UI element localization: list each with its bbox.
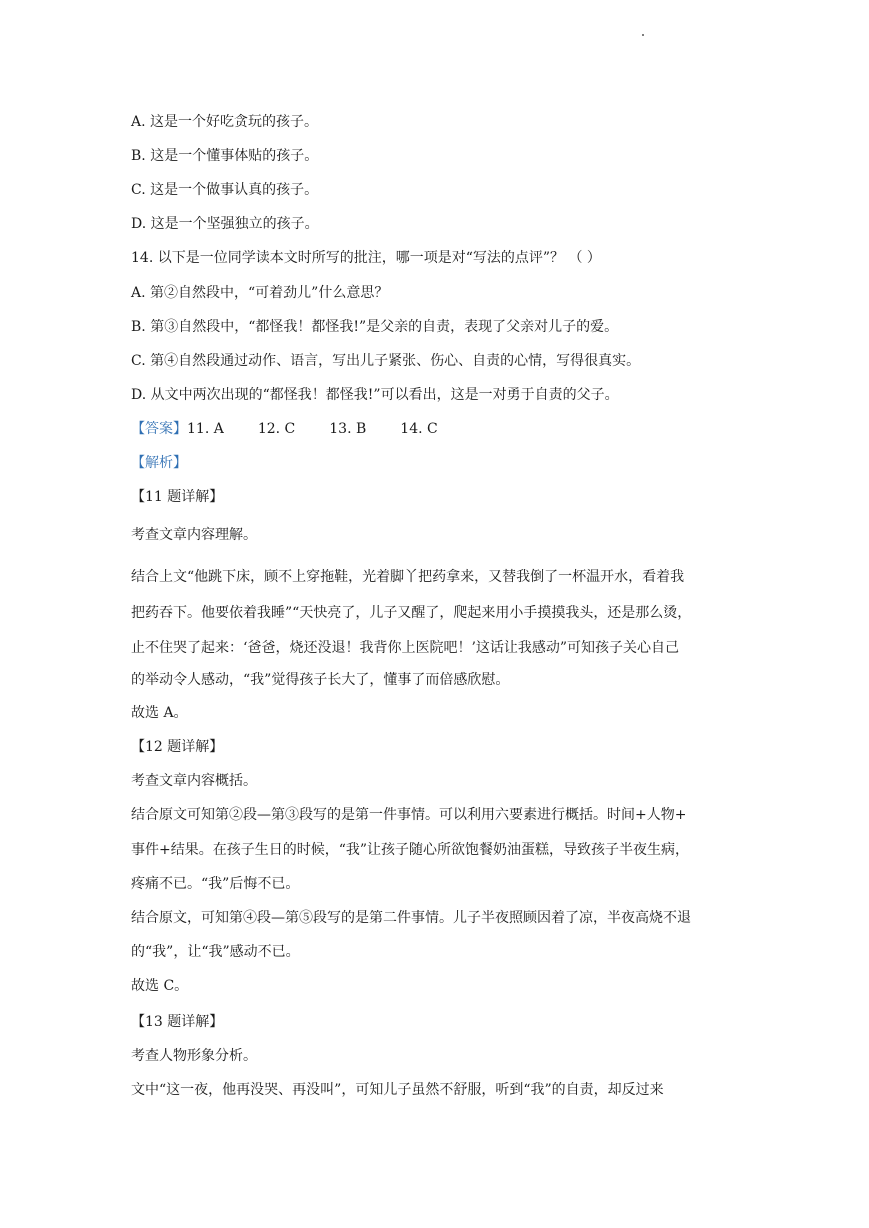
q13-paragraph-line: 文中“这一夜，他再没哭、再没叫”，可知儿子虽然不舒服，听到“我”的自责，却反过来 xyxy=(131,1082,664,1098)
q11-paragraph-line: 的举动令人感动，“我”觉得孩子长大了，懂事了而倍感欣慰。 xyxy=(131,672,510,688)
q12-topic: 考查文章内容概括。 xyxy=(131,773,257,789)
q12-paragraph-line: 结合原文，可知第④段—第⑤段写的是第二件事情。儿子半夜照顾因着了凉，半夜高烧不退 xyxy=(131,910,691,926)
q14-option-b: B. 第③自然段中，“都怪我！都怪我!”是父亲的自责，表现了父亲对儿子的爱。 xyxy=(131,319,619,335)
q14-option-a: A. 第②自然段中，“可着劲儿”什么意思？ xyxy=(131,285,389,301)
answer-item: 11. A xyxy=(187,421,224,437)
q12-heading: 【12 题详解】 xyxy=(131,739,224,755)
q12-paragraph-line: 结合原文可知第②段—第③段写的是第一件事情。可以利用六要素进行概括。时间+人物+ xyxy=(131,807,687,823)
q13-option-b: B. 这是一个懂事体贴的孩子。 xyxy=(131,148,319,164)
q13-option-c: C. 这是一个做事认真的孩子。 xyxy=(131,182,319,198)
answer-item: 14. C xyxy=(400,421,438,437)
answer-item: 12. C xyxy=(257,421,296,437)
q14-option-d: D. 从文中两次出现的“都怪我！都怪我!”可以看出，这是一对勇于自责的父子。 xyxy=(131,387,619,403)
answer-item: 13. B xyxy=(329,421,367,437)
q13-option-a: A. 这是一个好吃贪玩的孩子。 xyxy=(131,114,319,130)
q11-heading: 【11 题详解】 xyxy=(131,489,224,505)
q13-option-d: D. 这是一个坚强独立的孩子。 xyxy=(131,216,319,232)
page-mark xyxy=(642,34,644,36)
q14-stem: 14. 以下是一位同学读本文时所写的批注，哪一项是对“写法的点评”？ （ ） xyxy=(131,250,601,266)
q13-topic: 考查人物形象分析。 xyxy=(131,1048,257,1064)
q12-paragraph-line: 事件+结果。在孩子生日的时候，“我”让孩子随心所欲饱餐奶油蛋糕，导致孩子半夜生病， xyxy=(131,842,690,858)
q11-paragraph-line: 把药吞下。他要依着我睡”“天快亮了，儿子又醒了，爬起来用小手摸摸我头，还是那么烫， xyxy=(131,605,692,621)
q12-paragraph-line: 的“我”，让“我”感动不已。 xyxy=(131,944,300,960)
answer-label: 【答案】 xyxy=(131,421,187,437)
q11-choice: 故选 A。 xyxy=(131,705,188,721)
q14-option-c: C. 第④自然段通过动作、语言，写出儿子紧张、伤心、自责的心情，写得很真实。 xyxy=(131,353,641,369)
q12-paragraph-line: 疼痛不已。“我”后悔不已。 xyxy=(131,876,300,892)
q11-topic: 考查文章内容理解。 xyxy=(131,527,257,543)
q11-paragraph-line: 结合上文“他跳下床，顾不上穿拖鞋，光着脚丫把药拿来，又替我倒了一杯温开水，看着我 xyxy=(131,569,685,585)
analysis-label: 【解析】 xyxy=(131,455,187,471)
q12-choice: 故选 C。 xyxy=(131,978,189,994)
q13-heading: 【13 题详解】 xyxy=(131,1014,224,1030)
answer-row xyxy=(131,419,751,439)
q11-paragraph-line: 止不住哭了起来：‘爸爸，烧还没退！我背你上医院吧！’这话让我感动”可知孩子关心自己 xyxy=(131,640,680,656)
